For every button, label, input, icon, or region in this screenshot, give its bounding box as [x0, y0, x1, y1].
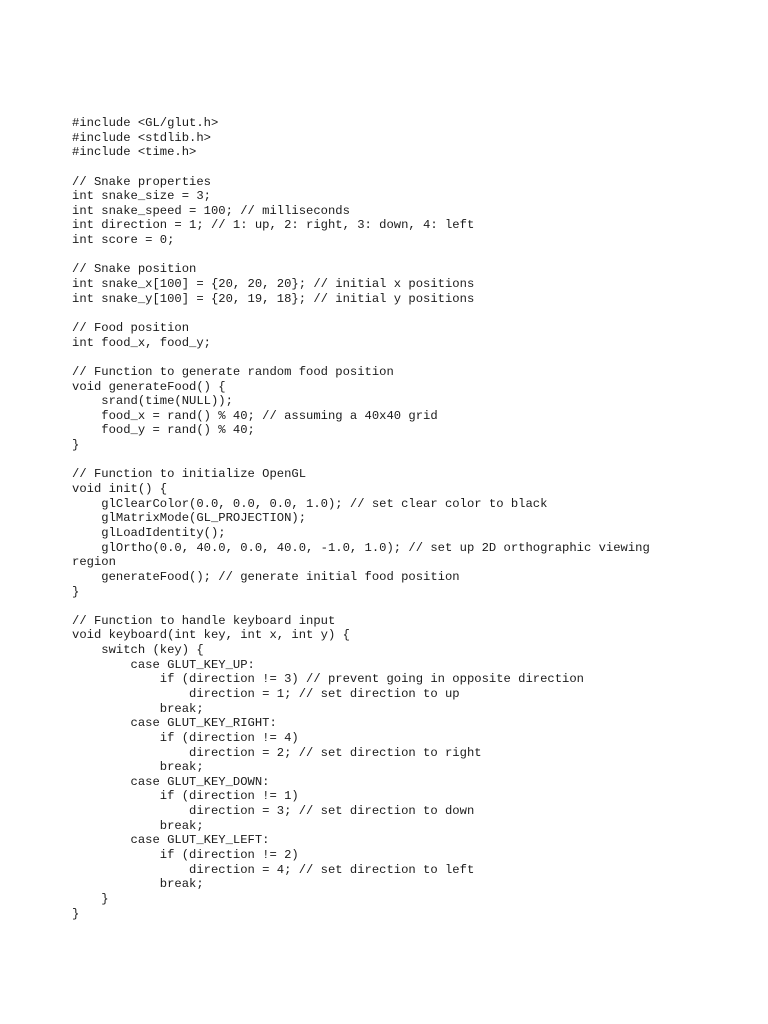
code-line: if (direction != 3) // prevent going in opposite direction	[72, 672, 584, 687]
code-line: // Snake properties	[72, 174, 211, 189]
code-line: int direction = 1; // 1: up, 2: right, 3: down, 4: left	[72, 218, 475, 233]
code-line: // Snake position	[72, 262, 197, 277]
code-line: }	[72, 584, 80, 599]
code-line: int snake_size = 3;	[72, 189, 211, 204]
code-line: if (direction != 1)	[72, 789, 299, 804]
code-line: case GLUT_KEY_DOWN:	[72, 774, 270, 789]
code-line: food_y = rand() % 40;	[72, 423, 255, 438]
code-line: break;	[72, 877, 204, 892]
code-line: generateFood(); // generate initial food position	[72, 569, 460, 584]
code-line: void keyboard(int key, int x, int y) {	[72, 628, 350, 643]
code-line: direction = 4; // set direction to left	[72, 862, 475, 877]
code-line: #include <time.h>	[72, 145, 197, 160]
code-line	[72, 306, 752, 321]
code-line: switch (key) {	[72, 643, 204, 658]
code-line: int score = 0;	[72, 233, 175, 248]
code-line: food_x = rand() % 40; // assuming a 40x40 grid	[72, 408, 438, 423]
code-line: int snake_x[100] = {20, 20, 20}; // initial x positions	[72, 277, 475, 292]
code-line: }	[72, 906, 80, 921]
code-line: glClearColor(0.0, 0.0, 0.0, 1.0); // set clear color to black	[72, 496, 548, 511]
code-line: glMatrixMode(GL_PROJECTION);	[72, 511, 307, 526]
code-line: case GLUT_KEY_RIGHT:	[72, 716, 277, 731]
code-line: #include <GL/glut.h>	[72, 116, 219, 130]
code-line	[72, 160, 752, 175]
code-line: glLoadIdentity();	[72, 525, 226, 540]
code-line: void generateFood() {	[72, 379, 226, 394]
code-line: // Function to initialize OpenGL	[72, 467, 307, 482]
code-line: int food_x, food_y;	[72, 335, 211, 350]
code-line: srand(time(NULL));	[72, 394, 233, 409]
code-line: if (direction != 2)	[72, 848, 299, 863]
code-line: region	[72, 555, 116, 570]
code-line: }	[72, 891, 109, 906]
code-line: #include <stdlib.h>	[72, 130, 211, 145]
code-line: }	[72, 438, 80, 453]
code-line: // Function to generate random food position	[72, 364, 394, 379]
code-line: direction = 3; // set direction to down	[72, 804, 475, 819]
code-line: int snake_y[100] = {20, 19, 18}; // initial y positions	[72, 291, 475, 306]
code-line: void init() {	[72, 482, 168, 497]
code-line: glOrtho(0.0, 40.0, 0.0, 40.0, -1.0, 1.0); // set up 2D orthographic viewing	[72, 540, 650, 555]
code-line: case GLUT_KEY_UP:	[72, 657, 255, 672]
code-block	[72, 116, 752, 921]
code-line: // Function to handle keyboard input	[72, 613, 336, 628]
code-line: direction = 1; // set direction to up	[72, 686, 460, 701]
code-line	[72, 453, 752, 468]
code-line	[72, 248, 752, 263]
code-line: int snake_speed = 100; // milliseconds	[72, 203, 350, 218]
code-line: if (direction != 4)	[72, 730, 299, 745]
code-line: case GLUT_KEY_LEFT:	[72, 833, 270, 848]
code-line: break;	[72, 760, 204, 775]
code-line: // Food position	[72, 320, 190, 335]
code-line: break;	[72, 701, 204, 716]
code-line	[72, 350, 752, 365]
code-line: direction = 2; // set direction to right	[72, 745, 482, 760]
code-line	[72, 599, 752, 614]
code-line: break;	[72, 818, 204, 833]
